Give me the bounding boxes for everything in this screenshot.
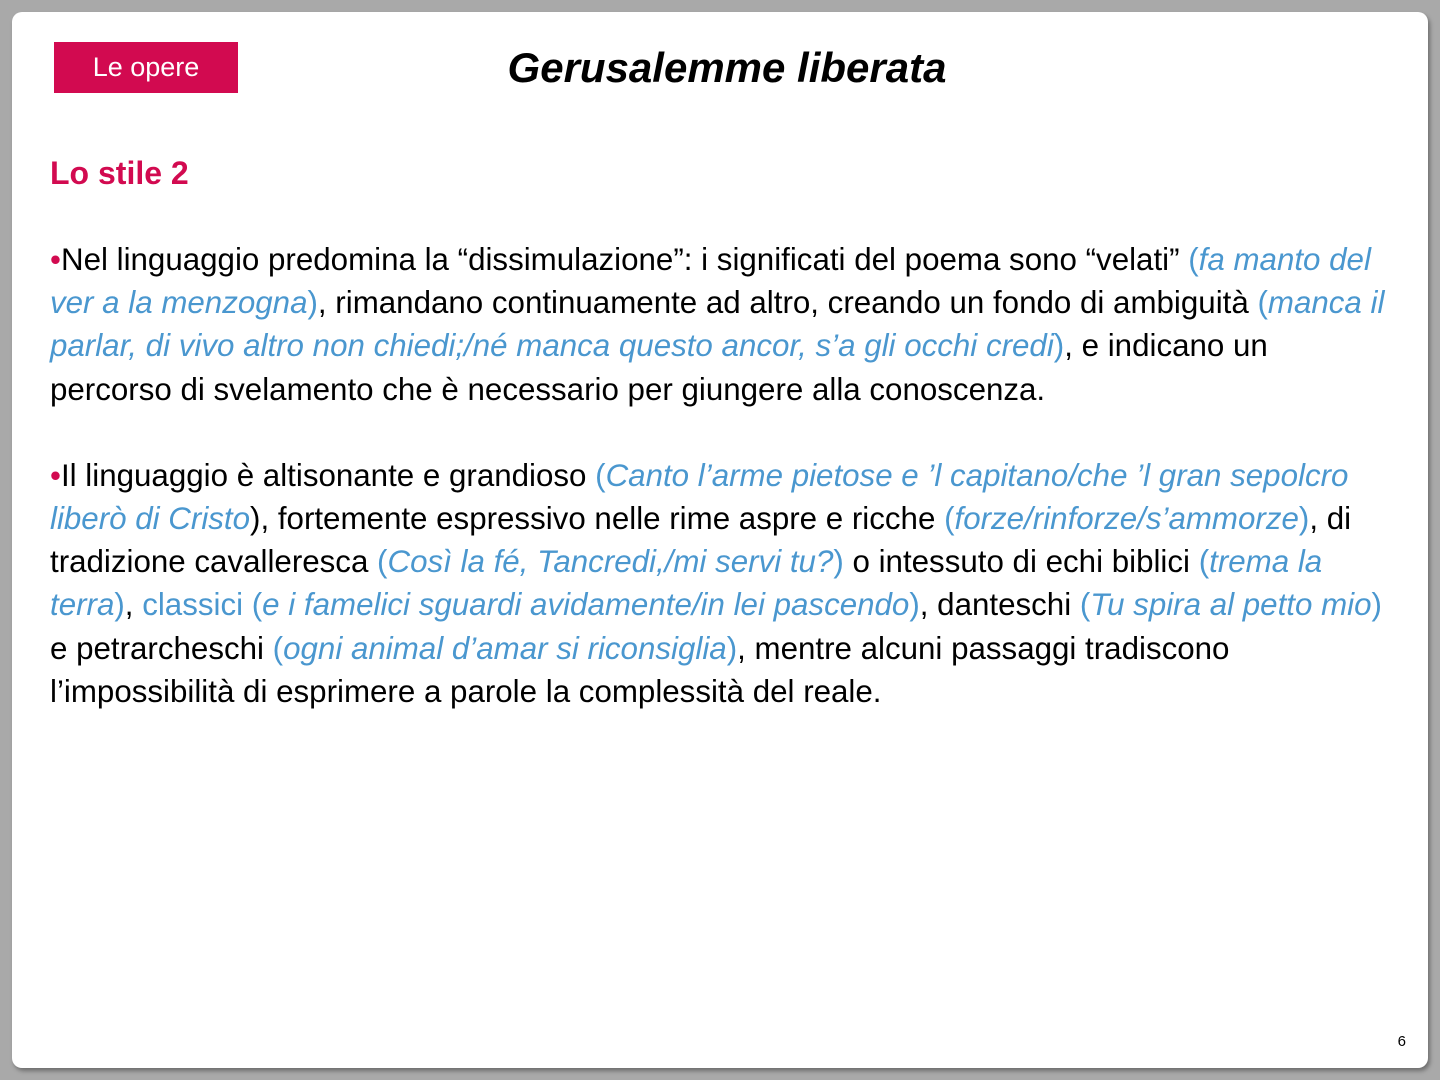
quotation-text: Così la fé, Tancredi,/mi servi tu? bbox=[387, 544, 834, 580]
paragraph-gap bbox=[50, 411, 1395, 454]
bullet-marker: • bbox=[50, 457, 61, 493]
body-text: , mentre alcuni passaggi tradiscono l’impossibilità di esprimere a parole la complessità del reale. bbox=[50, 630, 1230, 709]
quotation: (ogni animal d’amar si riconsiglia) bbox=[272, 630, 738, 666]
body-text: , rimandano continuamente ad altro, creando un fondo di ambiguità bbox=[317, 285, 1258, 321]
quotation-text: e i famelici sguardi avidamente/in lei pascendo bbox=[262, 587, 910, 623]
quotation-text: fa manto del ver a la menzogna bbox=[50, 242, 1371, 321]
quotation: (Così la fé, Tancredi,/mi servi tu?) bbox=[377, 544, 844, 580]
quotation: (fa manto del ver a la menzogna) bbox=[50, 242, 1371, 321]
quotation-text: forze/rinforze/s’ammorze bbox=[954, 501, 1299, 537]
slide-title: Gerusalemme liberata bbox=[507, 44, 947, 91]
slide-subtitle: Lo stile 2 bbox=[50, 155, 189, 191]
bullet-paragraph bbox=[50, 238, 1395, 411]
body-text: , danteschi bbox=[919, 587, 1080, 623]
slide bbox=[12, 12, 1428, 1068]
quotation-text: Tu spira al petto mio bbox=[1090, 587, 1372, 623]
quotation-text: trema la terra bbox=[50, 544, 1323, 623]
body-text: ), fortemente espressivo nelle rime aspre e ricche bbox=[250, 501, 945, 537]
quotation-text: Canto l’arme pietose e ’l capitano/che ’l gran sepolcro liberò di Cristo bbox=[50, 457, 1349, 537]
page-number: 6 bbox=[1397, 1033, 1406, 1050]
quotation: (forze/rinforze/s’ammorze) bbox=[944, 501, 1310, 537]
body-text: , di tradizione cavalleresca bbox=[50, 501, 1352, 580]
bullet-paragraph bbox=[50, 454, 1395, 713]
bullet-marker: • bbox=[50, 242, 61, 277]
body-text: o intessuto di echi biblici bbox=[843, 544, 1199, 580]
quotation: (trema la terra) bbox=[50, 544, 1323, 623]
body-text: e petrarcheschi bbox=[50, 630, 273, 666]
quotation: (manca il parlar, di vivo altro non chiedi;/né manca questo ancor, s’a gli occhi credi) bbox=[50, 285, 1385, 364]
section-tag: Le opere bbox=[54, 42, 238, 93]
quotation: (Tu spira al petto mio) bbox=[1079, 587, 1382, 623]
body-text: , bbox=[124, 587, 143, 623]
quotation-text: manca il parlar, di vivo altro non chiedi;/né manca questo ancor, s’a gli occhi credi bbox=[50, 285, 1385, 364]
slide-body bbox=[50, 238, 1395, 713]
body-text: Nel linguaggio predomina la “dissimulazione”: i significati del poema sono “velati” bbox=[60, 242, 1189, 277]
quotation: (Canto l’arme pietose e ’l capitano/che ’l gran sepolcro liberò di Cristo bbox=[50, 457, 1349, 537]
body-text: , e indicano un percorso di svelamento che è necessario per giungere alla conoscenza. bbox=[50, 328, 1268, 407]
quotation-text: ogni animal d’amar si riconsiglia bbox=[283, 630, 727, 666]
body-text: Il linguaggio è altisonante e grandioso bbox=[60, 457, 596, 493]
quotation: classici (e i famelici sguardi avidamente/in lei pascendo) bbox=[142, 587, 920, 623]
